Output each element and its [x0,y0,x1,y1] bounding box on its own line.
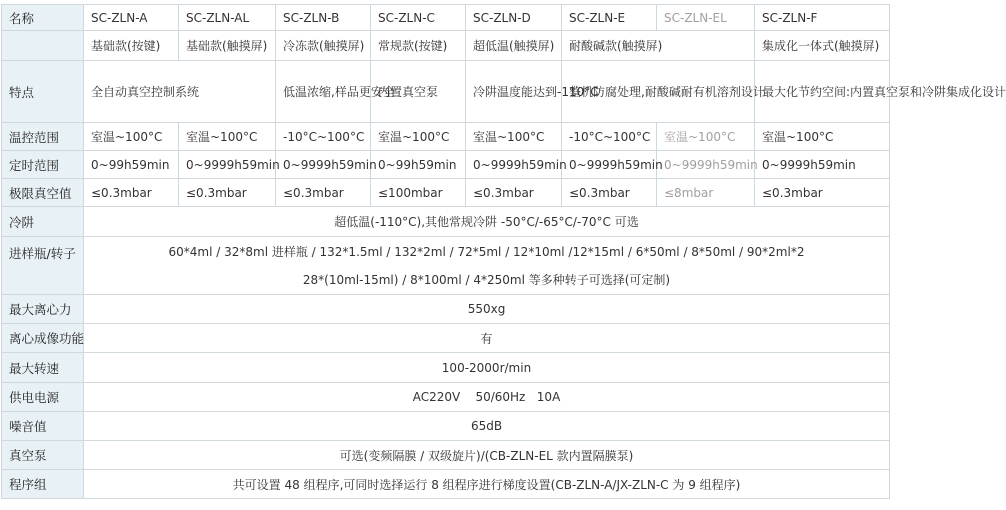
vacuum-f: ≤0.3mbar [755,179,890,207]
model-d: SC-ZLN-D [466,5,562,31]
model-e: SC-ZLN-E [562,5,657,31]
subtype-a: 基础款(按键) [84,31,179,61]
row-features [2,61,890,123]
label-noise: 噪音值 [2,412,84,441]
model-el: SC-ZLN-EL [657,5,755,31]
max-force-value: 550xg [84,295,890,324]
timer-al: 0~9999h59min [179,151,276,179]
label-features: 特点 [2,61,84,123]
row-subtype [2,31,890,61]
temp-f: 室温~100°C [755,123,890,151]
vacuum-a: ≤0.3mbar [84,179,179,207]
vacuum-al: ≤0.3mbar [179,179,276,207]
rotor-line-2: 28*(10ml-15ml) / 8*100ml / 4*250ml 等多种转子可选择(可定制) [302,272,671,287]
noise-value: 65dB [84,412,890,441]
temp-e: -10°C~100°C [562,123,657,151]
row-cold-trap [2,207,890,237]
feature-d: 冷阱温度能达到-110°C [466,61,562,123]
label-timer-range: 定时范围 [2,151,84,179]
row-timer-range [2,151,890,179]
subtype-d: 超低温(触摸屏) [466,31,562,61]
timer-a: 0~99h59min [84,151,179,179]
row-rotor [2,237,890,295]
feature-b: 低温浓缩,样品更安全 [276,61,371,123]
feature-a-al: 全自动真空控制系统 [84,61,276,123]
row-imaging [2,324,890,353]
vacuum-e: ≤0.3mbar [562,179,657,207]
timer-f: 0~9999h59min [755,151,890,179]
timer-e: 0~9999h59min [562,151,657,179]
imaging-value: 有 [84,324,890,353]
label-program: 程序组 [2,470,84,499]
label-model: 名称 [2,5,84,31]
vacuum-el: ≤8mbar [657,179,755,207]
temp-d: 室温~100°C [466,123,562,151]
model-a: SC-ZLN-A [84,5,179,31]
temp-al: 室温~100°C [179,123,276,151]
pump-value: 可选(变频隔膜 / 双级旋片)/(CB-ZLN-EL 款内置隔膜泵) [84,441,890,470]
label-vacuum: 极限真空值 [2,179,84,207]
row-max-speed [2,353,890,383]
subtype-f: 集成化一体式(触摸屏) [755,31,890,61]
rotor-line-1: 60*4ml / 32*8ml 进样瓶 / 132*1.5ml / 132*2ml / 72*5ml / 12*10ml /12*15ml / 6*50ml / 8*50ml / 90*2ml*2 [168,244,805,259]
subtype-c: 常规款(按键) [371,31,466,61]
model-b: SC-ZLN-B [276,5,371,31]
timer-el: 0~9999h59min [657,151,755,179]
subtype-al: 基础款(触摸屏) [179,31,276,61]
model-f: SC-ZLN-F [755,5,890,31]
model-c: SC-ZLN-C [371,5,466,31]
vacuum-b: ≤0.3mbar [276,179,371,207]
label-max-speed: 最大转速 [2,353,84,383]
max-speed-value: 100-2000r/min [84,353,890,383]
timer-c: 0~99h59min [371,151,466,179]
cold-trap-value: 超低温(-110°C),其他常规冷阱 -50°C/-65°C/-70°C 可选 [84,207,890,237]
rotor-value [84,237,890,295]
feature-f: 最大化节约空间:内置真空泵和冷阱集成化设计 [755,61,890,123]
feature-c: 内置真空泵 [371,61,466,123]
row-vacuum [2,179,890,207]
model-al: SC-ZLN-AL [179,5,276,31]
power-value: AC220V 50/60Hz 10A [84,383,890,412]
row-power [2,383,890,412]
label-cold-trap: 冷阱 [2,207,84,237]
row-pump [2,441,890,470]
label-rotor: 进样瓶/转子 [2,237,84,295]
row-max-force [2,295,890,324]
label-temp-range: 温控范围 [2,123,84,151]
label-imaging: 离心成像功能 [2,324,84,353]
timer-b: 0~9999h59min [276,151,371,179]
temp-el: 室温~100°C [657,123,755,151]
label-pump: 真空泵 [2,441,84,470]
vacuum-d: ≤0.3mbar [466,179,562,207]
row-program [2,470,890,499]
program-value: 共可设置 48 组程序,可同时选择运行 8 组程序进行梯度设置(CB-ZLN-A/JX-ZLN-C 为 9 组程序) [84,470,890,499]
subtype-b: 冷冻款(触摸屏) [276,31,371,61]
subtype-e-el: 耐酸碱款(触摸屏) [562,31,755,61]
label-max-force: 最大离心力 [2,295,84,324]
vacuum-c: ≤100mbar [371,179,466,207]
row-temp-range [2,123,890,151]
timer-d: 0~9999h59min [466,151,562,179]
feature-e-el: 整机防腐处理,耐酸碱耐有机溶剂设计 [562,61,755,123]
row-noise [2,412,890,441]
spec-table [1,4,1006,499]
label-subtype-blank [2,31,84,61]
temp-c: 室温~100°C [371,123,466,151]
temp-b: -10°C~100°C [276,123,371,151]
temp-a: 室温~100°C [84,123,179,151]
row-model [2,5,890,31]
label-power: 供电电源 [2,383,84,412]
